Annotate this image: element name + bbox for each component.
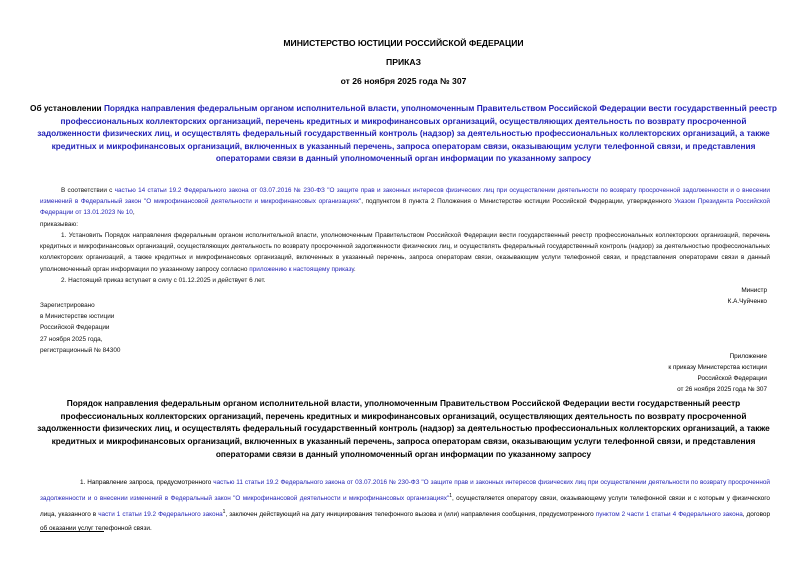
- law-230fz-part-1-link[interactable]: части 1 статьи 19.2 Федерального закона: [98, 510, 223, 518]
- signature-block: [728, 285, 767, 307]
- appendix-line-4: от 26 ноября 2025 года № 307: [677, 386, 767, 393]
- item-1-text: 1. Установить Порядок направления федеральным органом исполнительной власти, уполномоченным Правительством Российской Федерации вести государственный реестр профессиональных коллекторских организаций, перечень кредитных и микрофинансовых организаций, осуществляющих деятельность по возврату просроченной задолженности физических лиц, и осуществлять федеральный государственный контроль (надзор) за деятельностью профессиональных коллекторских организаций, а также кредитных и микрофинансовых организаций, включенных в указанный перечень, запроса операторам связи, оказывающим услуги телефонной связи, и представления операторами связи в данный уполномоченный орган информации по указанному запросу согласно: [40, 232, 770, 273]
- footnote-mark-1[interactable]: 1: [449, 492, 452, 499]
- preamble-text-2: , подпунктом 8 пункта 2 Положения о Министерстве юстиции Российской Федерации, утвержденного: [361, 198, 675, 206]
- appendix-line-3: Российской Федерации: [697, 375, 767, 382]
- registration-line-5: регистрационный № 84300: [40, 346, 121, 354]
- registration-line-2: в Министерстве юстиции: [40, 313, 115, 321]
- subject-link[interactable]: Порядка направления федеральным органом исполнительной власти, уполномоченным Правительством Российской Федерации вести государственный реестр профессиональных коллекторских организаций, перечень кредитных и микрофинансовых организаций, осуществляющих деятельность по возврату просроченной задолженности физических лиц, и осуществлять федеральный государственный контроль (надзор) за деятельностью профессиональных коллекторских организаций, а также кредитных и микрофинансовых организаций, включенных в указанный перечень, запроса операторам связи, оказывающим услуги телефонной связи, и представления операторами связи в данный уполномоченный орган информации по указанному запросу: [37, 103, 777, 164]
- registration-block: [40, 300, 120, 356]
- order-subject: [28, 102, 779, 165]
- procedure-paragraph-1: [40, 476, 770, 535]
- subject-prefix: Об установлении: [30, 103, 104, 113]
- signatory-name: К.А.Чуйченко: [727, 298, 767, 305]
- preamble-text-1: В соответствии с: [61, 187, 115, 194]
- presidential-decree-link[interactable]: Указом Президента Российской Федерации от 13.01.2023 № 10: [40, 198, 770, 217]
- registration-line-4: 27 ноября 2025 года,: [40, 335, 103, 343]
- order-item-1: [40, 230, 770, 275]
- procedure-text-4: , договор об оказании услуг телефонной связи.: [40, 510, 770, 532]
- ministry-name: МИНИСТЕРСТВО ЮСТИЦИИ РОССИЙСКОЙ ФЕДЕРАЦИИ: [283, 38, 524, 48]
- law-230fz-part-11-link[interactable]: частью 11 статьи 19.2 Федерального закона от 03.07.2016 № 230-ФЗ "О защите прав и законных интересов физических лиц при осуществлении деятельности по возврату просроченной задолженности и о внесении изменений в Федеральный закон "О микрофинансовой деятельности и микрофинансовых организациях": [40, 479, 770, 502]
- item-1-end: .: [353, 265, 356, 273]
- law-article-4-link[interactable]: пунктом 2 части 1 статьи 4 Федерального закона: [595, 510, 743, 518]
- footnote-separator: [40, 531, 104, 532]
- order-word: приказываю:: [40, 221, 78, 228]
- appendix-line-1: Приложение: [729, 353, 767, 360]
- procedure-title: Порядок направления федеральным органом исполнительной власти, уполномоченным Правительством Российской Федерации вести государственный реестр профессиональных коллекторских организаций, перечень кредитных и микрофинансовых организаций, осуществляющих деятельность по возврату просроченной задолженности физических лиц, и осуществлять федеральный государственный контроль (надзор) за деятельностью профессиональных коллекторских организаций, а также кредитных и микрофинансовых организаций, включенных в указанный перечень, запроса операторам связи, оказывающим услуги телефонной связи, и представления операторами связи в данный уполномоченный орган информации по указанному запросу: [37, 398, 770, 459]
- signatory-position: Министр: [741, 287, 767, 294]
- procedure-text-3: , заключен действующий на дату инициирования телефонного вызова и (или) направления сообщения, предусмотренного: [225, 510, 596, 518]
- law-230fz-link[interactable]: частью 14 статьи 19.2 Федерального закона от 03.07.2016 № 230-ФЗ "О защите прав и законных интересов физических лиц при осуществлении деятельности по возврату просроченной задолженности и о внесении изменений в Федеральный закон "О микрофинансовой деятельности и микрофинансовых организациях": [40, 187, 771, 206]
- preamble-text-3: ,: [132, 209, 135, 217]
- appendix-reference: [668, 351, 767, 395]
- footnote-mark-2[interactable]: 1: [222, 508, 226, 515]
- registration-line-3: Российской Федерации: [40, 324, 110, 332]
- preamble: [40, 185, 770, 219]
- procedure-text-2: , осуществляется оператору связи, оказывающему услуги телефонной связи и с которым у физического лица, указанного в: [40, 494, 770, 518]
- order-item-2: 2. Настоящий приказ вступает в силу с 01.12.2025 и действует 6 лет.: [61, 277, 266, 284]
- document-type: ПРИКАЗ: [386, 57, 421, 67]
- appendix-line-2: к приказу Министерства юстиции: [668, 364, 767, 371]
- procedure-text-1: 1. Направление запроса, предусмотренного: [80, 479, 214, 486]
- document-date-number: от 26 ноября 2025 года № 307: [340, 76, 467, 86]
- appendix-link[interactable]: приложению к настоящему приказу: [249, 265, 354, 273]
- registration-line-1: Зарегистрировано: [40, 302, 95, 309]
